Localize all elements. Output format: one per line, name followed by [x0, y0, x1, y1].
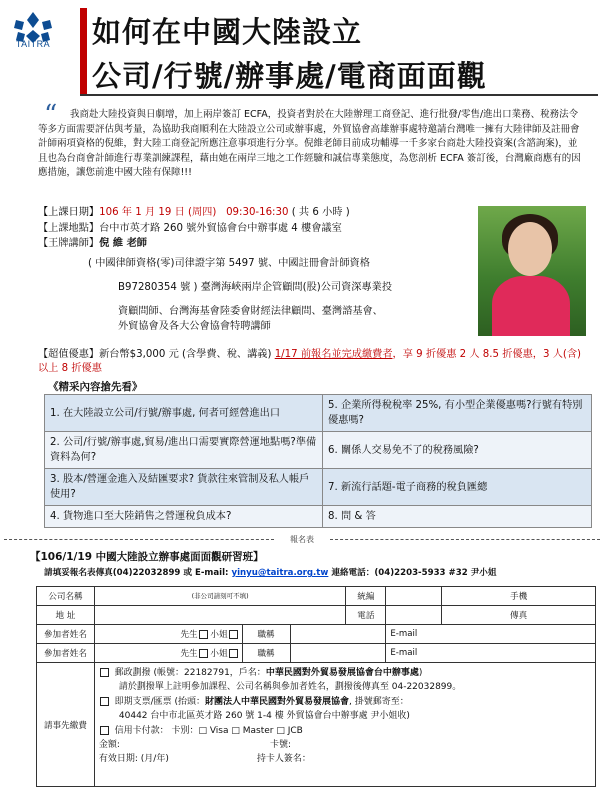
attendee-2-title-input[interactable]	[290, 644, 386, 663]
form-row-attendee-2	[37, 644, 596, 663]
mobile-label: 手機	[442, 587, 596, 606]
topic-8: 8. 問 & 答	[323, 506, 592, 528]
card-expiry-row: 有效日期: (月/年) 持卡人簽名：	[98, 754, 311, 765]
contact-line: 請填妥報名表傳真(04)22032899 或 E-mail: yinyu@taitra.org.tw 連絡電話：(04)2203-5933 #32 尹小姐	[44, 568, 497, 578]
pay-check-checkbox[interactable]	[100, 697, 109, 706]
topics-title: 《精采內容搶先看》	[48, 381, 143, 393]
course-date: 【上課日期】106 年 1 月 19 日 (周四) 09:30-16:30 ( 共 6 小時 )	[38, 207, 350, 218]
attendee-2-label: 參加者姓名	[37, 644, 95, 663]
course-place: 【上課地點】台中市英才路 260 號外貿協會台中辦事處 4 樓會議室	[38, 222, 342, 234]
table-row	[45, 432, 592, 469]
pay-postal-checkbox[interactable]	[100, 668, 109, 677]
attendee-1-label: 參加者姓名	[37, 625, 95, 644]
topic-3: 3. 股本/營運金進入及結匯要求? 貨款往來管制及私人帳戶使用?	[45, 469, 323, 506]
registration-form	[36, 586, 596, 787]
logo-text: TAITRA	[15, 39, 51, 49]
table-row	[45, 506, 592, 528]
table-row	[45, 469, 592, 506]
pay-card: 信用卡付款： 卡別：□ Visa □ Master □ JCB	[99, 724, 591, 738]
topic-2: 2. 公司/行號/辦事處,貿易/進出口需要實際營運地點嗎?準備資料為何?	[45, 432, 323, 469]
attendee-2-input[interactable]: 先生 小姐	[94, 644, 242, 663]
topic-4: 4. 貨物進口至大陸銷售之營運稅負成本?	[45, 506, 323, 528]
quote-icon: “	[44, 100, 58, 130]
phone-input[interactable]	[386, 606, 442, 625]
email-link[interactable]: yinyu@taitra.org.tw	[231, 568, 329, 578]
form-row-attendee-1	[37, 625, 596, 644]
title-block	[80, 4, 598, 96]
gender-m-checkbox[interactable]	[199, 649, 208, 658]
phone-label: 電話	[346, 606, 386, 625]
attendee-1-title-input[interactable]	[290, 625, 386, 644]
topic-6: 6. 關係人交易免不了的稅務風險?	[323, 432, 592, 469]
company-input[interactable]: (非公司請刻可不填)	[94, 587, 346, 606]
teacher-credentials: ( 中國律師資格(零)司律證字第 5497 號、中國註冊會計師資格 B97280354 號 ) 臺灣海峽兩岸企管顧問(股)公司資深專業投 資顧問師、台灣海基會陸委會財經法律顧問、臺灣諮基會、 外貿協會及各大公會協會特聘講師	[88, 257, 393, 332]
intro-paragraph: 我商赴大陸投資與日劇增，加上兩岸簽訂 ECFA，投資者對於在大陸辦理工商登記、進行批發/零售/進出口業務、稅務法令等多方面需要評估與考量，為協助我商順利在大陸設立公司或辦事處，外貿協會高雄辦事處特邀請台灣唯一擁有大陸律師及註冊會計師兩項資格的倪維，對大陸工商登記所應注意事項進行分享。倪維老師目前成功輔導一千多家台商赴大陸投資案(含諮詢案)，並且也為台商會計師進行專業訓練課程，藉由她在兩岸三地之工作經驗和誠信專業態度，為您剖析 ECFA 簽訂後，台灣廠商應有的因應措施，讓您前進中國大陸有保障!!!	[38, 109, 581, 179]
course-info	[38, 205, 478, 334]
promo-offer: 【超值優惠】新台幣$3,000 元 (含學費、稅、講義) 1/17 前報名並完成繳費者，享 9 折優惠 2 人 8.5 折優惠，3 人(含)以上 8 折優惠	[38, 349, 582, 375]
gender-m-checkbox[interactable]	[199, 630, 208, 639]
topic-1: 1. 在大陸設立公司/行號/辦事處, 何者可經營進出口	[45, 395, 323, 432]
tax-id-input[interactable]	[386, 587, 442, 606]
card-amount-row: 金額: 卡號:	[98, 740, 291, 751]
form-row-payment	[37, 663, 596, 787]
attendee-2-email[interactable]: E-mail	[386, 644, 596, 663]
topic-5: 5. 企業所得稅稅率 25%, 有小型企業優惠嗎?行號有特別優惠嗎?	[323, 395, 592, 432]
gender-f-checkbox[interactable]	[229, 649, 238, 658]
gender-f-checkbox[interactable]	[229, 630, 238, 639]
table-row	[45, 395, 592, 432]
attendee-2-title-label: 職稱	[242, 644, 290, 663]
attendee-1-email[interactable]: E-mail	[386, 625, 596, 644]
address-label: 地 址	[37, 606, 95, 625]
page-title-line1: 如何在中國大陸設立	[92, 15, 363, 49]
cut-label: 報名表	[286, 535, 318, 544]
title-accent-bar	[80, 8, 87, 94]
payment-label: 請事先繳費	[37, 663, 95, 787]
payment-options: 郵政劃撥 (帳號：22182791，戶名：中華民國對外貿易發展協會台中辦事處) 請於劃撥單上註明參加課程、公司名稱與參加者姓名，劃撥後傳真至 04-22032899。 即期支票/匯票 (抬頭：財團法人中華民國對外貿易發展協會, 掛號郵寄至： 40442 台中市北區英才路 260 號 1-4 樓 外貿協會台中辦事處 尹小姐收) 信用卡付款： 卡別：□ Visa □ Master □ JCB 金額: 卡號: 有效日期: (月/年) 持卡人簽名：	[94, 663, 595, 787]
course-teacher: 【王牌講師】倪 維 老師	[38, 238, 147, 249]
header	[0, 0, 604, 96]
topics-table	[44, 394, 592, 528]
form-row-address	[37, 606, 596, 625]
attendee-1-title-label: 職稱	[242, 625, 290, 644]
form-title: 【106/1/19 中國大陸設立辦事處面面觀研習班】	[30, 551, 264, 563]
company-label: 公司名稱	[37, 587, 95, 606]
pay-card-checkbox[interactable]	[100, 726, 109, 735]
tax-id-label: 統編	[346, 587, 386, 606]
pay-check: 即期支票/匯票 (抬頭：財團法人中華民國對外貿易發展協會, 掛號郵寄至：	[99, 695, 591, 709]
topic-7: 7. 新流行話題-電子商務的稅負匯總	[323, 469, 592, 506]
form-row-company	[37, 587, 596, 606]
teacher-photo	[478, 206, 586, 336]
page-title-line2: 公司/行號/辦事處/電商面面觀	[92, 59, 487, 93]
pay-postal: 郵政劃撥 (帳號：22182791，戶名：中華民國對外貿易發展協會台中辦事處)	[99, 666, 591, 680]
cut-line	[4, 534, 600, 546]
attendee-1-input[interactable]: 先生 小姐	[94, 625, 242, 644]
address-input[interactable]	[94, 606, 346, 625]
fax-label: 傳真	[442, 606, 596, 625]
